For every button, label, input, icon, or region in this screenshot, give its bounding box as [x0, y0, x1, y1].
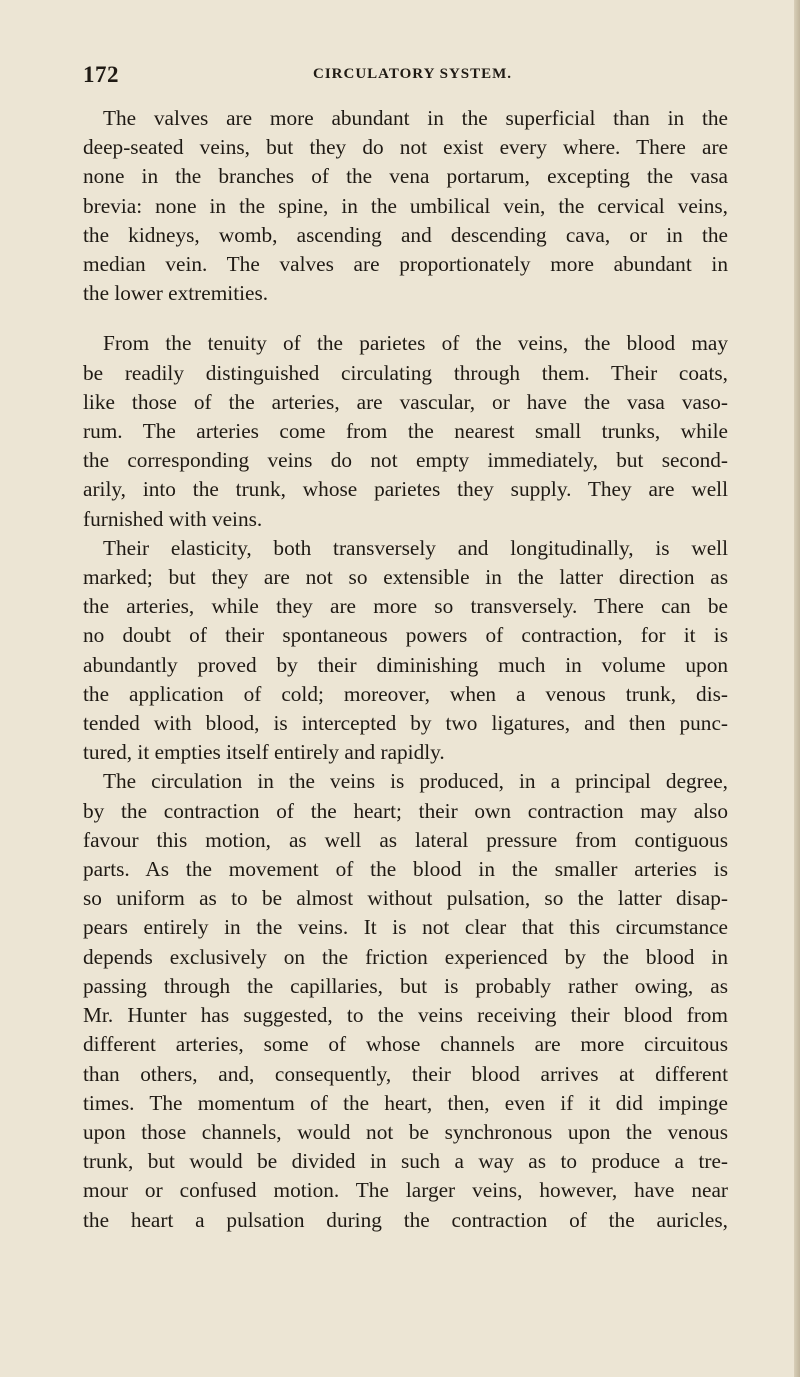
text-line: no doubt of their spontaneous powers of contraction, for it is	[83, 623, 728, 648]
text-line: pears entirely in the veins. It is not clear that this circumstance	[83, 915, 728, 940]
text-line: marked; but they are not so extensible in the latter direction as	[83, 565, 728, 590]
text-line: From the tenuity of the parietes of the veins, the blood may	[103, 331, 728, 356]
text-line: the kidneys, womb, ascending and descending cava, or in the	[83, 222, 728, 247]
text-line: the heart a pulsation during the contraction of the auricles,	[83, 1207, 728, 1232]
text-line: like those of the arteries, are vascular, or have the vasa vaso-	[83, 389, 728, 414]
text-line: depends exclusively on the friction experienced by the blood in	[83, 944, 728, 969]
text-line: deep-seated veins, but they do not exist every where. There are	[83, 135, 728, 160]
paragraph-gap	[83, 308, 728, 329]
text-line: Mr. Hunter has suggested, to the veins receiving their blood from	[83, 1003, 728, 1028]
paragraph-valves	[83, 104, 728, 308]
running-head: CIRCULATORY SYSTEM.	[313, 66, 513, 82]
text-line: tended with blood, is intercepted by two ligatures, and then punc-	[83, 711, 728, 736]
text-line: mour or confused motion. The larger veins, however, have near	[83, 1178, 728, 1203]
text-line: the lower extremities.	[83, 281, 269, 306]
text-line: The circulation in the veins is produced, in a principal degree,	[103, 769, 728, 794]
text-line: upon those channels, would not be synchronous upon the venous	[83, 1119, 728, 1144]
text-line: times. The momentum of the heart, then, even if it did impinge	[83, 1090, 728, 1115]
text-line: so uniform as to be almost without pulsation, so the latter disap-	[83, 886, 728, 911]
page-number: 172	[83, 62, 119, 87]
text-line: arily, into the trunk, whose parietes they supply. They are well	[83, 477, 728, 502]
text-line: by the contraction of the heart; their own contraction may also	[83, 798, 728, 823]
text-line: different arteries, some of whose channels are more circuitous	[83, 1032, 728, 1057]
text-line: trunk, but would be divided in such a way as to produce a tre-	[83, 1149, 728, 1174]
text-line: the corresponding veins do not empty immediately, but second-	[83, 448, 728, 473]
text-line: furnished with veins.	[83, 506, 263, 531]
paragraph-elasticity	[83, 534, 728, 768]
text-line: abundantly proved by their diminishing much in volume upon	[83, 652, 728, 677]
text-line: rum. The arteries come from the nearest small trunks, while	[83, 419, 728, 444]
text-line: The valves are more abundant in the superficial than in the	[103, 106, 728, 130]
page-header	[83, 62, 728, 98]
text-line: none in the branches of the vena portarum, excepting the vasa	[83, 164, 728, 189]
text-line: the application of cold; moreover, when a venous trunk, dis-	[83, 681, 728, 706]
text-line: median vein. The valves are proportionately more abundant in	[83, 252, 728, 277]
text-line: than others, and, consequently, their blood arrives at different	[83, 1061, 728, 1086]
text-line: passing through the capillaries, but is probably rather owing, as	[83, 973, 728, 998]
text-line: parts. As the movement of the blood in the smaller arteries is	[83, 857, 728, 882]
text-line: Their elasticity, both transversely and longitudinally, is well	[103, 535, 728, 560]
page-edge	[794, 0, 800, 1377]
paragraph-tenuity	[83, 329, 728, 533]
text-line: tured, it empties itself entirely and rapidly.	[83, 740, 445, 765]
text-line: favour this motion, as well as lateral pressure from contiguous	[83, 827, 728, 852]
body-text	[83, 104, 728, 1235]
text-line: the arteries, while they are more so transversely. There can be	[83, 594, 728, 619]
text-line: brevia: none in the spine, in the umbilical vein, the cervical veins,	[83, 193, 728, 218]
text-line: be readily distinguished circulating through them. Their coats,	[83, 360, 728, 385]
paragraph-circulation	[83, 767, 728, 1234]
